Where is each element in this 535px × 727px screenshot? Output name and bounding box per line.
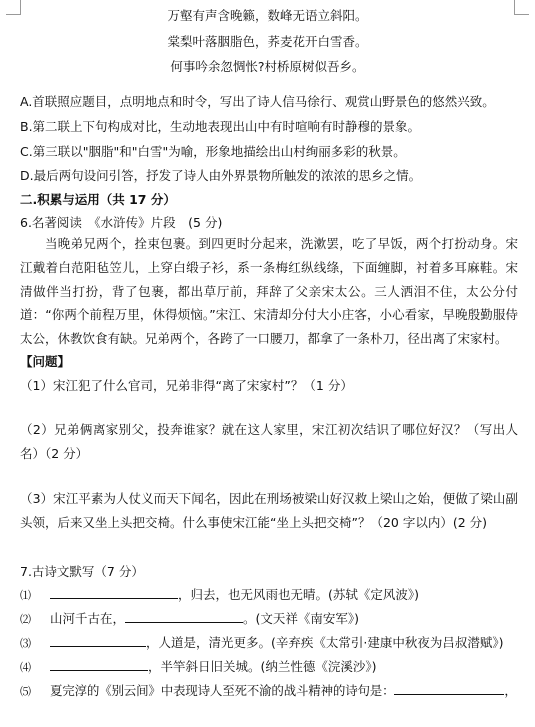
q7-item-1: ⑴ ，归去，也无风雨也无晴。(苏轼《定风波》) (20, 587, 420, 602)
item-number: ⑸ (20, 685, 31, 698)
q6-question-1: （1）宋江犯了什么官司，兄弟非得“离了宋家村”？（1 分） (20, 378, 353, 393)
item-number: ⑴ (20, 589, 31, 602)
poem-line-1: 万壑有声含晚籁，数峰无语立斜阳。 (167, 8, 368, 23)
poem-line-2: 棠梨叶落胭脂色，荞麦花开白雪香。 (167, 34, 368, 49)
option-a: A.首联照应题目，点明地点和时令，写出了诗人信马徐行、观赏山野景色的悠然兴致。 (20, 94, 495, 109)
q6-wenti: 【问题】 (20, 354, 71, 369)
answer-blank[interactable] (50, 586, 178, 599)
q6-question-2: （2）兄弟俩离家别父，投奔谁家？就在这人家里，宋江初次结识了哪位好汉？（写出人名）（2 分） (20, 422, 518, 461)
q7-item-5: ⑸ 夏完淳的《别云间》中表现诗人至死不渝的战斗精神的诗句是： ， (20, 683, 517, 698)
option-c: C.第三联以"胭脂"和"白雪"为喻，形象地描绘出山村绚丽多彩的秋景。 (20, 144, 406, 159)
answer-blank[interactable] (394, 682, 504, 695)
answer-blank[interactable] (50, 658, 148, 671)
q7-item-3: ⑶ ，人道是，清光更多。(辛弃疾《太常引·建康中秋夜为吕叔潜赋》) (20, 635, 504, 650)
option-b: B.第二联上下句构成对比，生动地表现出山中有时喧响有时静穆的景象。 (20, 119, 421, 134)
q6-heading: 6.名著阅读 《水浒传》片段 (5 分) (20, 215, 223, 230)
answer-blank[interactable] (50, 634, 146, 647)
item-number: ⑵ (20, 613, 31, 626)
answer-blank[interactable] (125, 610, 243, 623)
option-d: D.最后两句设问引答，抒发了诗人由外界景物所触发的浓浓的思乡之情。 (20, 168, 422, 183)
q7-heading: 7.古诗文默写（7 分） (20, 564, 144, 579)
item-number: ⑶ (20, 637, 31, 650)
q6-passage: 当晚弟兄两个，拴束包裹。到四更时分起来，洗漱罢，吃了早饭，两个打扮动身。宋江戴着白范阳毡笠儿，上穿白缎子衫，系一条梅红纵线绦，下面缠脚，衬着多耳麻鞋。宋清做伴当打扮，背了包裹，都出草厅前，拜辞了父亲宋太公。三人洒泪不住，太公分付道：“你两个前程万里，休得烦恼。”宋江、宋清却分付大小庄客，小心看家，早晚殷勤服侍太公，休教饮食有缺。兄弟两个，各跨了一口腰刀，都拿了一条朴刀，径出离了宋家村。 (20, 236, 518, 347)
q6-question-3: （3）宋江平素为人仗义而天下闻名，因此在刑场被梁山好汉救上梁山之始，便做了梁山副头领，后来又坐上头把交椅。什么事使宋江能“坐上头把交椅”？（20 字以内）(2 分) (20, 491, 518, 530)
q7-item-2: ⑵ 山河千古在， 。(文天祥《南安军》) (20, 611, 360, 626)
section-title: 二.积累与运用（共 17 分） (20, 192, 176, 207)
q7-item-4: ⑷ ，半竿斜日旧关城。(纳兰性德《浣溪沙》) (20, 659, 377, 674)
item-number: ⑷ (20, 661, 31, 674)
poem-line-3: 何事吟余忽惆怅?村桥原树似吾乡。 (170, 59, 365, 74)
